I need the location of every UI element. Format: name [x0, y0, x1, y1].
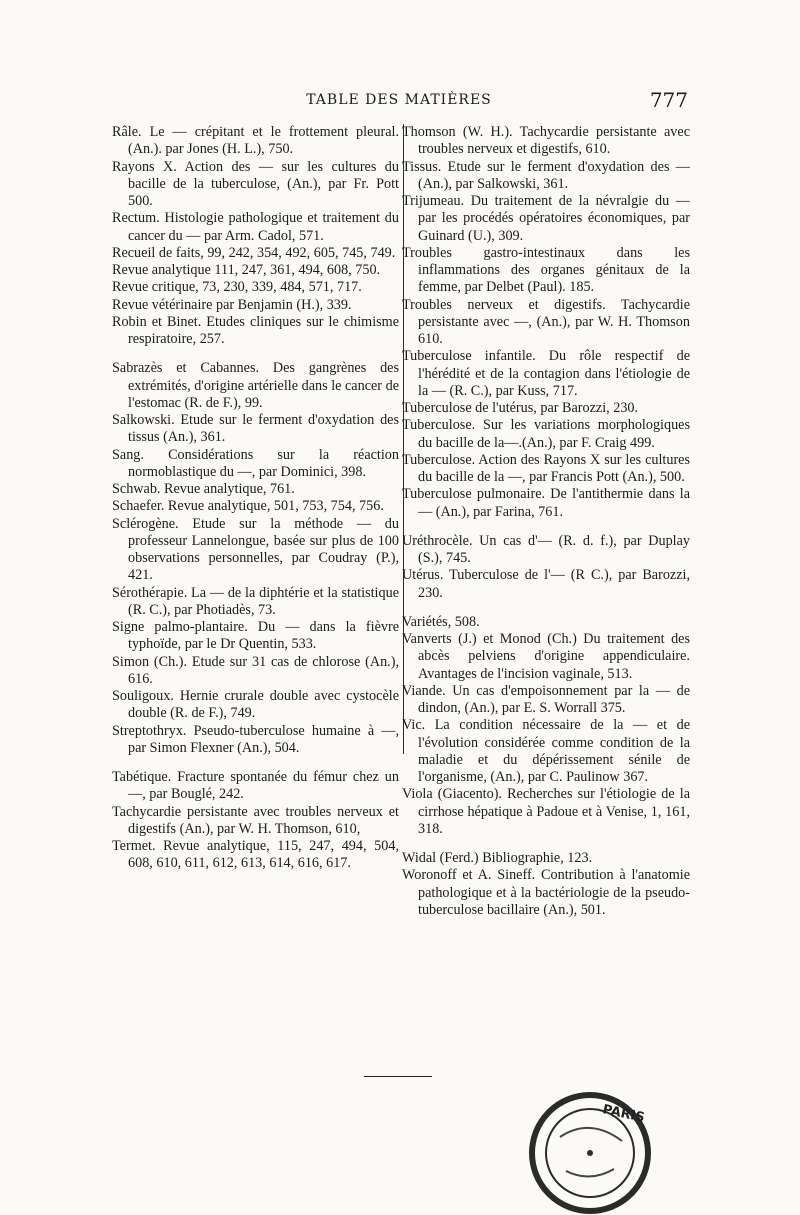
- index-entry: Sang. Considérations sur la réaction normoblastique du —, par Dominici, 398.: [112, 446, 399, 480]
- index-entry: Trijumeau. Du traitement de la névralgie du — par les procédés opératoires économiques, par Guinard (U.), 309.: [402, 193, 690, 244]
- index-entry: Sclérogène. Etude sur la méthode — du professeur Lannelongue, basée sur plus de 100 observations personnelles, par Coudray (P.), 421.: [112, 515, 399, 584]
- index-entry: Salkowski. Etude sur le ferment d'oxydation des tissus (An.), 361.: [112, 412, 399, 446]
- index-entry: Termet. Revue analytique, 115, 247, 494, 504, 608, 610, 611, 612, 613, 614, 616, 617.: [112, 838, 399, 872]
- index-entry: Tuberculose pulmonaire. De l'antithermie dans la — (An.), par Farina, 761.: [402, 486, 690, 520]
- index-entry: Tissus. Etude sur le ferment d'oxydation des — (An.), par Salkowski, 361.: [402, 158, 690, 192]
- index-entry: Tabétique. Fracture spontanée du fémur chez un —, par Bouglé, 242.: [112, 769, 399, 803]
- index-entry: Troubles nerveux et digestifs. Tachycardie persistante avec —, (An.), par W. H. Thomson 610.: [402, 296, 690, 347]
- index-entry: Sabrazès et Cabannes. Des gangrènes des extrémités, d'origine artérielle dans le cancer de l'estomac (R. de F.), 99.: [112, 360, 399, 411]
- index-entry: Tuberculose de l'utérus, par Barozzi, 230.: [402, 400, 639, 416]
- index-entry: Utérus. Tuberculose de l'— (R C.), par Barozzi, 230.: [402, 567, 690, 601]
- index-entry: Revue vétérinaire par Benjamin (H.), 339.: [112, 296, 352, 313]
- index-entry: Tuberculose. Sur les variations morphologiques du bacille de la—.(An.), par F. Craig 499.: [402, 417, 690, 451]
- index-entry: Troubles gastro-intestinaux dans les inflammations des organes génitaux de la femme, par Delbet (Paul). 185.: [402, 244, 690, 296]
- end-rule: [364, 1076, 432, 1077]
- page-number: 777: [649, 88, 688, 112]
- page-header: [110, 88, 688, 116]
- index-entry: Tachycardie persistante avec troubles nerveux et digestifs (An.), par W. H. Thomson, 610,: [112, 803, 399, 837]
- index-entry: Uréthrocèle. Un cas d'— (R. d. f.), par Duplay (S.), 745.: [402, 532, 690, 566]
- index-entry: Simon (Ch.). Etude sur 31 cas de chlorose (An.), 616.: [112, 653, 399, 687]
- index-entry: Râle. Le — crépitant et le frottement pleural. (An.). par Jones (H. L.), 750.: [112, 124, 399, 158]
- index-entry: Tuberculose. Action des Rayons X sur les cultures du bacille de la —, par Francis Pott (An.), 500.: [402, 451, 690, 485]
- index-entry: Signe palmo-plantaire. Du — dans la fièvre typhoïde, par le Dr Quentin, 533.: [112, 619, 399, 653]
- right-column: [402, 124, 690, 918]
- index-entry: Revue critique, 73, 230, 339, 484, 571, 717.: [112, 279, 362, 296]
- index-entry: Souligoux. Hernie crurale double avec cystocèle double (R. de F.), 749.: [112, 688, 399, 722]
- index-entry: Streptothryx. Pseudo-tuberculose humaine à —, par Simon Flexner (An.), 504.: [112, 722, 399, 756]
- index-entry: Sérothérapie. La — de la diphtérie et la statistique (R. C.), par Photiadès, 73.: [112, 584, 399, 618]
- index-columns: [112, 124, 690, 918]
- index-entry: Schaefer. Revue analytique, 501, 753, 754, 756.: [112, 498, 384, 515]
- index-entry: Woronoff et A. Sineff. Contribution à l'anatomie pathologique et à la bactériologie de la pseudo-tuberculose bacillaire (An.), 501.: [402, 867, 690, 918]
- index-entry: Vic. La condition nécessaire de la — et de l'évolution considérée comme condition de la maladie et du dépérissement sénile de l'organisme, (An.), par C. Paulinow 367.: [402, 717, 690, 785]
- index-entry: Revue analytique 111, 247, 361, 494, 608, 750.: [112, 262, 381, 278]
- index-entry: Vanverts (J.) et Monod (Ch.) Du traitement des abcès pelviens d'origine appendiculaire. Avantages de l'incision vaginale, 513.: [402, 631, 690, 682]
- index-entry: Recueil de faits, 99, 242, 354, 492, 605, 745, 749.: [112, 244, 396, 261]
- index-entry: Schwab. Revue analytique, 761.: [112, 481, 295, 497]
- index-entry: Rectum. Histologie pathologique et traitement du cancer du — par Arm. Cadol, 571.: [112, 210, 399, 244]
- left-column: [112, 124, 399, 872]
- index-entry: Robin et Binet. Etudes cliniques sur le chimisme respiratoire, 257.: [112, 313, 399, 347]
- index-entry: Widal (Ferd.) Bibliographie, 123.: [402, 850, 593, 866]
- index-entry: Thomson (W. H.). Tachycardie persistante avec troubles nerveux et digestifs, 610.: [402, 124, 690, 158]
- running-title: TABLE DES MATIÈRES: [306, 92, 492, 108]
- library-stamp-icon: [510, 1075, 660, 1215]
- index-entry: Viola (Giacento). Recherches sur l'étiologie de la cirrhose hépatique à Padoue et à Venise, 1, 161, 318.: [402, 786, 690, 837]
- index-entry: Tuberculose infantile. Du rôle respectif de l'hérédité et de la contagion dans l'étiologie de la — (R. C.), par Kuss, 717.: [402, 348, 690, 399]
- index-entry: Rayons X. Action des — sur les cultures du bacille de la tuberculose, (An.), par Fr. Pott 500.: [112, 158, 399, 209]
- index-entry: Viande. Un cas d'empoisonnement par la — de dindon, (An.), par E. S. Worrall 375.: [402, 682, 690, 716]
- index-entry: Variétés, 508.: [402, 613, 480, 630]
- stamp-text: PARIS: [601, 1102, 646, 1126]
